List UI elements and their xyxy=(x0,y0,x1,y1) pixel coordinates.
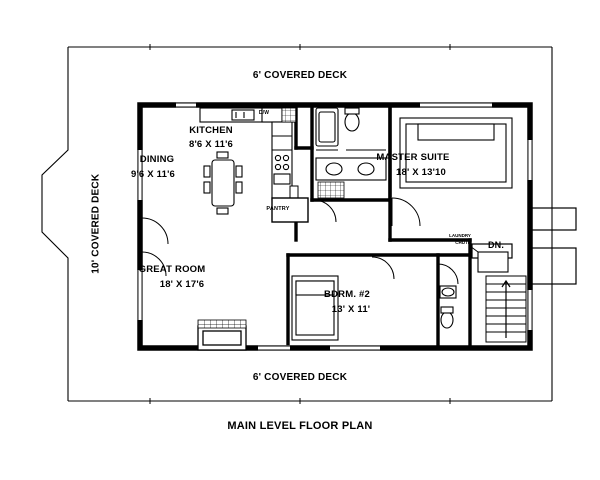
room-label-master-suite: MASTER SUITE xyxy=(376,152,450,163)
room-label-kitchen: KITCHEN xyxy=(189,125,233,136)
stairs-down-label: DN. xyxy=(487,240,505,250)
laundry-chute-label-line2: CHUTE xyxy=(455,240,471,245)
deck-label-bottom: 6' COVERED DECK xyxy=(252,372,348,383)
room-label-dining: DINING xyxy=(139,154,175,165)
shower-hatch xyxy=(318,182,344,198)
room-label-bedroom-2: BDRM. #2 xyxy=(324,289,370,300)
room-dims-dining: 9'6 X 11'6 xyxy=(130,169,176,180)
room-label-great-room: GREAT ROOM xyxy=(138,264,206,275)
deck-label-top: 6' COVERED DECK xyxy=(252,70,348,81)
hearth-hatch xyxy=(198,320,246,328)
room-dims-bedroom-2: 13' X 11' xyxy=(331,304,371,315)
laundry-chute-label-line1: LAUNDRY xyxy=(449,233,471,238)
pantry-label: PANTRY xyxy=(266,206,290,212)
plan-title: MAIN LEVEL FLOOR PLAN xyxy=(227,420,373,432)
stairs xyxy=(486,276,526,342)
room-dims-master-suite: 18' X 13'10 xyxy=(395,167,447,178)
room-dims-kitchen: 8'6 X 11'6 xyxy=(188,139,234,150)
deck-label-left: 10' COVERED DECK xyxy=(90,173,102,274)
dishwasher-label: D/W xyxy=(258,110,270,116)
room-dims-great-room: 18' X 17'6 xyxy=(159,279,205,290)
fireplace xyxy=(198,326,246,350)
kitchen-hatch xyxy=(282,108,296,122)
